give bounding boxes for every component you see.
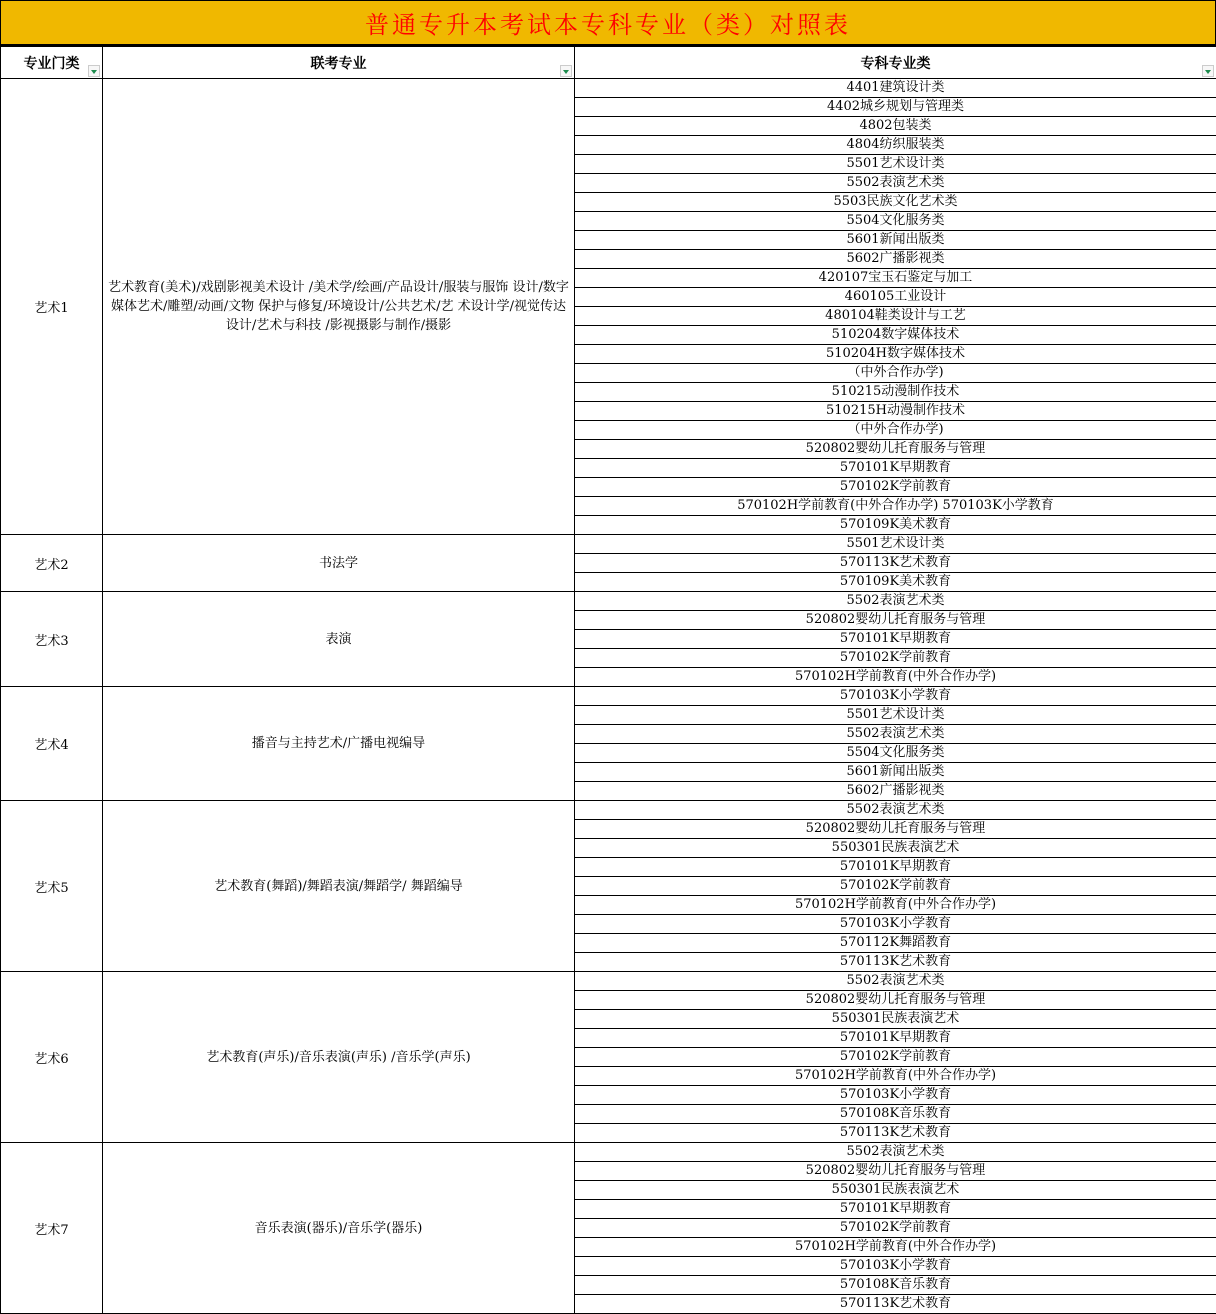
specialty-cell[interactable]: 5502表演艺术类: [575, 1143, 1216, 1162]
specialty-cell[interactable]: 5501艺术设计类: [575, 155, 1216, 174]
specialty-cell[interactable]: 4401建筑设计类: [575, 79, 1216, 98]
specialty-cell[interactable]: 520802婴幼儿托育服务与管理: [575, 1162, 1216, 1181]
specialty-cell[interactable]: 510215H动漫制作技术: [575, 402, 1216, 421]
table-row: [1, 592, 1216, 611]
specialty-cell[interactable]: 570102H学前教育(中外合作办学): [575, 896, 1216, 915]
specialty-cell[interactable]: 570113K艺术教育: [575, 1295, 1216, 1314]
specialty-cell[interactable]: 570102K学前教育: [575, 1048, 1216, 1067]
specialty-cell[interactable]: 520802婴幼儿托育服务与管理: [575, 611, 1216, 630]
category-cell[interactable]: 艺术6: [1, 972, 103, 1143]
specialty-cell[interactable]: 570101K早期教育: [575, 459, 1216, 478]
specialty-cell[interactable]: 570101K早期教育: [575, 858, 1216, 877]
specialty-cell[interactable]: 570102H学前教育(中外合作办学): [575, 668, 1216, 687]
majors-cell[interactable]: 表演: [103, 592, 575, 687]
specialty-cell[interactable]: 570108K音乐教育: [575, 1276, 1216, 1295]
specialty-cell[interactable]: 420107宝玉石鉴定与加工: [575, 269, 1216, 288]
majors-cell[interactable]: 艺术教育(舞蹈)/舞蹈表演/舞蹈学/ 舞蹈编导: [103, 801, 575, 972]
specialty-cell[interactable]: （中外合作办学): [575, 364, 1216, 383]
majors-cell[interactable]: 艺术教育(美术)/戏剧影视美术设计 /美术学/绘画/产品设计/服装与服饰 设计/数字媒体艺术/雕塑/动画/文物 保护与修复/环境设计/公共艺术/艺 术设计学/视觉传达设计/艺术与科技 /影视摄影与制作/摄影: [103, 79, 575, 535]
majors-cell[interactable]: 书法学: [103, 535, 575, 592]
table-row: [1, 535, 1216, 554]
specialty-cell[interactable]: 520802婴幼儿托育服务与管理: [575, 820, 1216, 839]
specialty-cell[interactable]: 570113K艺术教育: [575, 953, 1216, 972]
specialty-cell[interactable]: 460105工业设计: [575, 288, 1216, 307]
specialty-cell[interactable]: 570108K音乐教育: [575, 1105, 1216, 1124]
specialty-cell[interactable]: 5503民族文化艺术类: [575, 193, 1216, 212]
specialty-cell[interactable]: 570103K小学教育: [575, 915, 1216, 934]
category-cell[interactable]: 艺术2: [1, 535, 103, 592]
specialty-cell[interactable]: 5501艺术设计类: [575, 706, 1216, 725]
table-row: [1, 79, 1216, 98]
specialty-cell[interactable]: 520802婴幼儿托育服务与管理: [575, 440, 1216, 459]
mapping-table: [0, 46, 1216, 1314]
majors-cell[interactable]: 音乐表演(器乐)/音乐学(器乐): [103, 1143, 575, 1314]
specialty-cell[interactable]: 570101K早期教育: [575, 1200, 1216, 1219]
specialty-cell[interactable]: 570112K舞蹈教育: [575, 934, 1216, 953]
filter-dropdown-icon[interactable]: [88, 65, 100, 77]
header-category-label: 专业门类: [23, 55, 80, 72]
table-row: [1, 801, 1216, 820]
specialty-cell[interactable]: 550301民族表演艺术: [575, 839, 1216, 858]
specialty-cell[interactable]: 5501艺术设计类: [575, 535, 1216, 554]
specialty-cell[interactable]: 4402城乡规划与管理类: [575, 98, 1216, 117]
specialty-cell[interactable]: 510204H数字媒体技术: [575, 345, 1216, 364]
specialty-cell[interactable]: 5602广播影视类: [575, 250, 1216, 269]
table-row: [1, 972, 1216, 991]
specialty-cell[interactable]: 520802婴幼儿托育服务与管理: [575, 991, 1216, 1010]
specialty-cell[interactable]: 570103K小学教育: [575, 687, 1216, 706]
specialty-cell[interactable]: 5601新闻出版类: [575, 231, 1216, 250]
specialty-cell[interactable]: 570102K学前教育: [575, 877, 1216, 896]
specialty-cell[interactable]: 570103K小学教育: [575, 1086, 1216, 1105]
majors-cell[interactable]: 播音与主持艺术/广播电视编导: [103, 687, 575, 801]
specialty-cell[interactable]: 570109K美术教育: [575, 516, 1216, 535]
specialty-cell[interactable]: 5504文化服务类: [575, 744, 1216, 763]
header-majors: [103, 47, 575, 79]
specialty-cell[interactable]: 570102H学前教育(中外合作办学): [575, 1067, 1216, 1086]
specialty-cell[interactable]: 5502表演艺术类: [575, 725, 1216, 744]
specialty-cell[interactable]: 5502表演艺术类: [575, 592, 1216, 611]
specialty-cell[interactable]: 570102K学前教育: [575, 1219, 1216, 1238]
specialty-cell[interactable]: 570109K美术教育: [575, 573, 1216, 592]
category-cell[interactable]: 艺术7: [1, 1143, 103, 1314]
category-cell[interactable]: 艺术5: [1, 801, 103, 972]
majors-cell[interactable]: 艺术教育(声乐)/音乐表演(声乐) /音乐学(声乐): [103, 972, 575, 1143]
specialty-cell[interactable]: 570101K早期教育: [575, 1029, 1216, 1048]
filter-dropdown-icon[interactable]: [1202, 65, 1214, 77]
category-cell[interactable]: 艺术3: [1, 592, 103, 687]
specialty-cell[interactable]: 480104鞋类设计与工艺: [575, 307, 1216, 326]
header-row: [1, 47, 1216, 79]
specialty-cell[interactable]: 510215动漫制作技术: [575, 383, 1216, 402]
specialty-cell[interactable]: 5602广播影视类: [575, 782, 1216, 801]
specialty-cell[interactable]: 570101K早期教育: [575, 630, 1216, 649]
category-cell[interactable]: 艺术4: [1, 687, 103, 801]
specialty-cell[interactable]: 550301民族表演艺术: [575, 1181, 1216, 1200]
table-row: [1, 1143, 1216, 1162]
specialty-cell[interactable]: 570102K学前教育: [575, 478, 1216, 497]
specialty-cell[interactable]: 5502表演艺术类: [575, 801, 1216, 820]
specialty-cell[interactable]: 510204数字媒体技术: [575, 326, 1216, 345]
specialty-cell[interactable]: 570102K学前教育: [575, 649, 1216, 668]
specialty-cell[interactable]: 570113K艺术教育: [575, 1124, 1216, 1143]
specialty-cell[interactable]: 5502表演艺术类: [575, 972, 1216, 991]
specialty-cell[interactable]: 5601新闻出版类: [575, 763, 1216, 782]
specialty-cell[interactable]: 4802包装类: [575, 117, 1216, 136]
specialty-cell[interactable]: 570103K小学教育: [575, 1257, 1216, 1276]
specialty-cell[interactable]: 5502表演艺术类: [575, 174, 1216, 193]
specialty-cell[interactable]: 570113K艺术教育: [575, 554, 1216, 573]
header-majors-label: 联考专业: [310, 55, 367, 72]
header-specialties-label: 专科专业类: [860, 55, 931, 72]
specialty-cell[interactable]: （中外合作办学): [575, 421, 1216, 440]
table-row: [1, 687, 1216, 706]
specialty-cell[interactable]: 570102H学前教育(中外合作办学): [575, 1238, 1216, 1257]
specialty-cell[interactable]: 550301民族表演艺术: [575, 1010, 1216, 1029]
header-specialties: [575, 47, 1216, 79]
table-body: [1, 79, 1216, 1314]
header-category: [1, 47, 103, 79]
specialty-cell[interactable]: 5504文化服务类: [575, 212, 1216, 231]
specialty-cell[interactable]: 4804纺织服装类: [575, 136, 1216, 155]
sheet-title: 普通专升本考试本专科专业（类）对照表: [0, 0, 1216, 46]
filter-dropdown-icon[interactable]: [560, 65, 572, 77]
specialty-cell[interactable]: 570102H学前教育(中外合作办学) 570103K小学教育: [575, 497, 1216, 516]
category-cell[interactable]: 艺术1: [1, 79, 103, 535]
